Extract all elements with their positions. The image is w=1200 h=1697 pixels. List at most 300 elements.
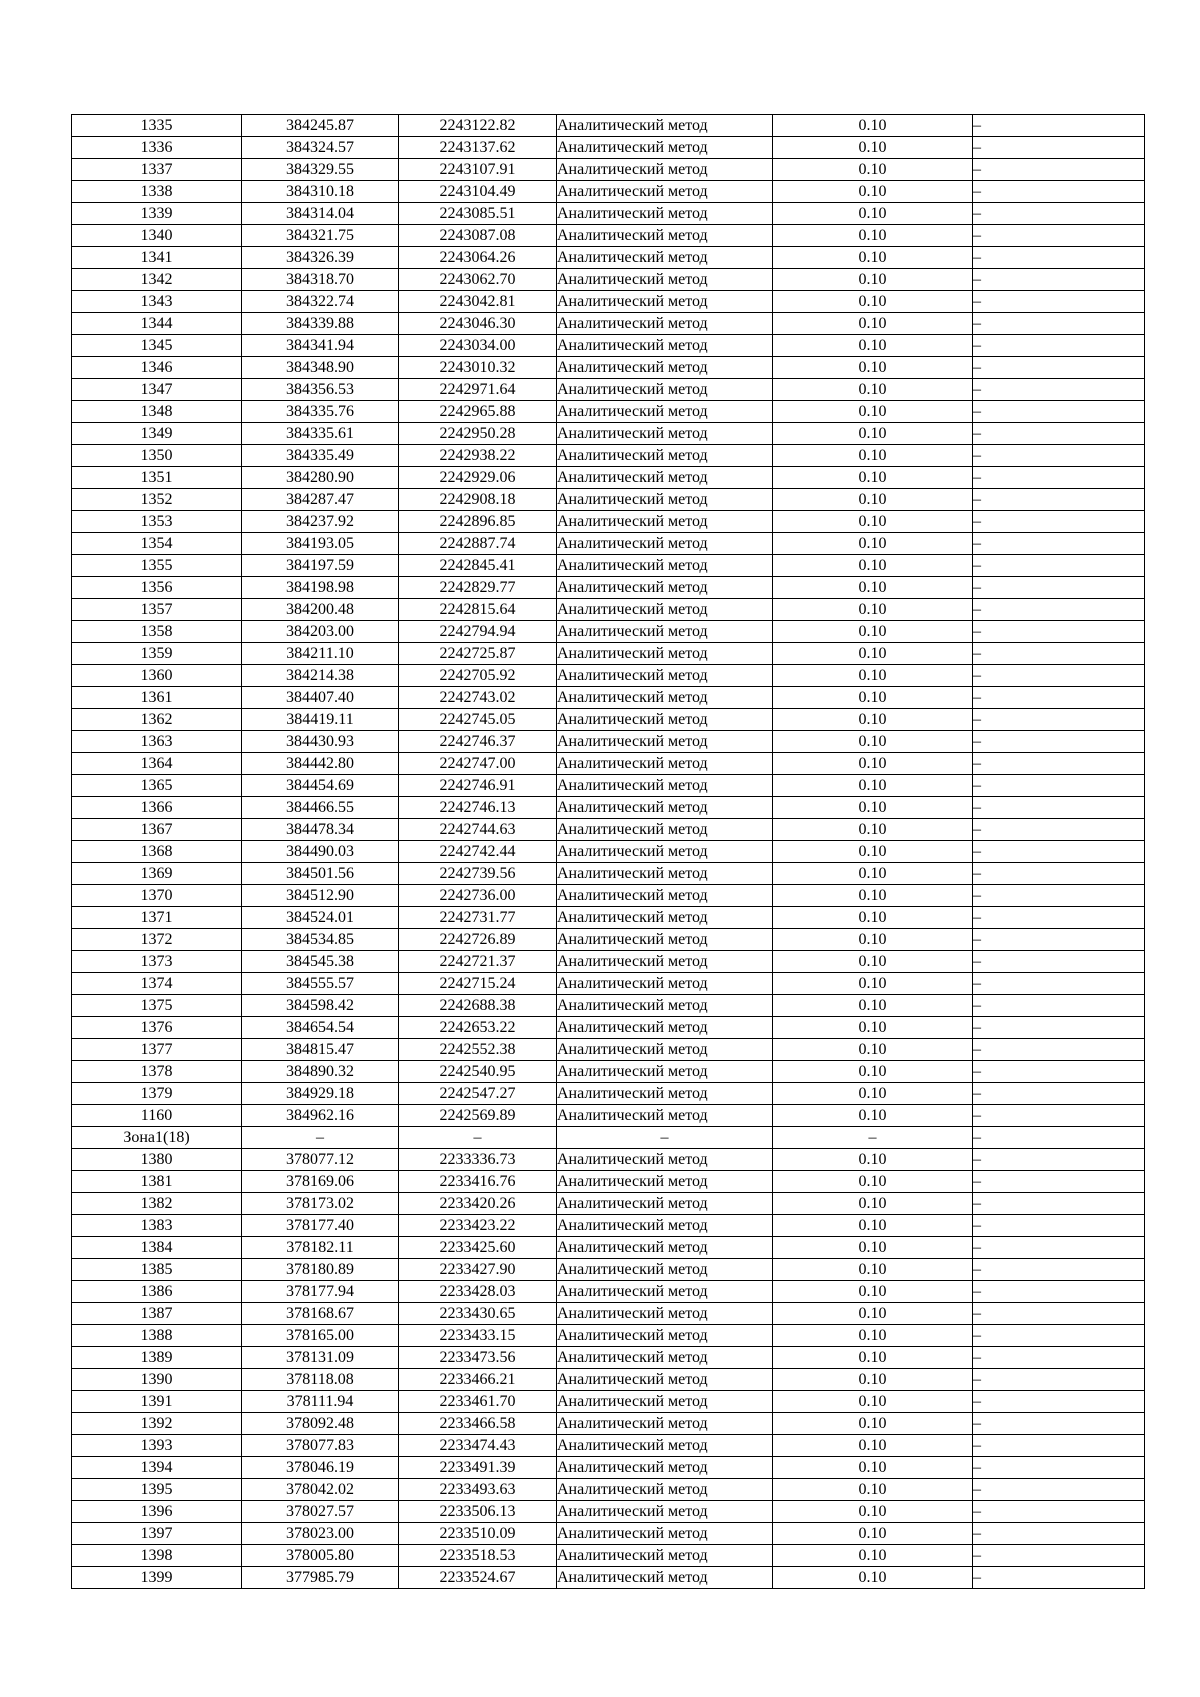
accuracy-cell: 0.10 [773,1347,973,1369]
description-cell: – [973,379,1145,401]
accuracy-cell: 0.10 [773,137,973,159]
point-number-cell: 1374 [72,973,242,995]
x-coordinate-cell: 384356.53 [242,379,399,401]
method-cell: Аналитический метод [557,775,773,797]
method-cell: Аналитический метод [557,1369,773,1391]
accuracy-cell: 0.10 [773,841,973,863]
table-row [72,1479,1145,1501]
point-number-cell: 1383 [72,1215,242,1237]
description-cell: – [973,1523,1145,1545]
description-cell: – [973,709,1145,731]
x-coordinate-cell: 384198.98 [242,577,399,599]
method-cell: Аналитический метод [557,863,773,885]
point-number-cell: 1375 [72,995,242,1017]
description-cell: – [973,1413,1145,1435]
description-cell: – [973,137,1145,159]
table-row [72,1347,1145,1369]
point-number-cell: 1376 [72,1017,242,1039]
x-coordinate-cell: 384211.10 [242,643,399,665]
accuracy-cell: 0.10 [773,1105,973,1127]
x-coordinate-cell: 384890.32 [242,1061,399,1083]
point-number-cell: 1363 [72,731,242,753]
accuracy-cell: 0.10 [773,577,973,599]
description-cell: – [973,401,1145,423]
y-coordinate-cell: 2243085.51 [399,203,557,225]
point-number-cell: 1345 [72,335,242,357]
accuracy-cell: 0.10 [773,1083,973,1105]
y-coordinate-cell: 2242887.74 [399,533,557,555]
y-coordinate-cell: 2242653.22 [399,1017,557,1039]
y-coordinate-cell: 2243087.08 [399,225,557,247]
method-cell: Аналитический метод [557,1567,773,1589]
description-cell: – [973,907,1145,929]
accuracy-cell: 0.10 [773,621,973,643]
table-row [72,621,1145,643]
x-coordinate-cell: 378027.57 [242,1501,399,1523]
point-number-cell: 1364 [72,753,242,775]
x-coordinate-cell: 378077.83 [242,1435,399,1457]
point-number-cell: 1160 [72,1105,242,1127]
y-coordinate-cell: 2243104.49 [399,181,557,203]
table-row [72,1105,1145,1127]
description-cell: – [973,1061,1145,1083]
point-number-cell: 1344 [72,313,242,335]
table-row [72,1391,1145,1413]
table-row [72,643,1145,665]
accuracy-cell: 0.10 [773,687,973,709]
point-number-cell: 1397 [72,1523,242,1545]
description-cell: – [973,269,1145,291]
y-coordinate-cell: 2242726.89 [399,929,557,951]
method-cell: Аналитический метод [557,181,773,203]
table-row [72,225,1145,247]
table-row [72,1017,1145,1039]
table-row [72,1237,1145,1259]
table-row [72,247,1145,269]
table-body [72,115,1145,1589]
description-cell: – [973,863,1145,885]
point-number-cell: 1394 [72,1457,242,1479]
accuracy-cell: 0.10 [773,973,973,995]
table-row [72,1259,1145,1281]
point-number-cell: 1367 [72,819,242,841]
method-cell: Аналитический метод [557,885,773,907]
accuracy-cell: 0.10 [773,643,973,665]
point-number-cell: 1389 [72,1347,242,1369]
point-number-cell: 1353 [72,511,242,533]
method-cell: Аналитический метод [557,423,773,445]
x-coordinate-cell: 384193.05 [242,533,399,555]
point-number-cell: 1352 [72,489,242,511]
table-row [72,1039,1145,1061]
y-coordinate-cell: 2242950.28 [399,423,557,445]
method-cell: Аналитический метод [557,1281,773,1303]
x-coordinate-cell: 384815.47 [242,1039,399,1061]
accuracy-cell: 0.10 [773,1391,973,1413]
x-coordinate-cell: 384335.76 [242,401,399,423]
y-coordinate-cell: 2233425.60 [399,1237,557,1259]
accuracy-cell: 0.10 [773,1457,973,1479]
x-coordinate-cell: 378169.06 [242,1171,399,1193]
point-number-cell: 1355 [72,555,242,577]
description-cell: – [973,1017,1145,1039]
accuracy-cell: 0.10 [773,885,973,907]
y-coordinate-cell: 2242746.91 [399,775,557,797]
description-cell: – [973,621,1145,643]
method-cell: Аналитический метод [557,555,773,577]
accuracy-cell: 0.10 [773,181,973,203]
method-cell: Аналитический метод [557,1303,773,1325]
table-row [72,577,1145,599]
y-coordinate-cell: 2243010.32 [399,357,557,379]
description-cell: – [973,1303,1145,1325]
method-cell: Аналитический метод [557,1017,773,1039]
x-coordinate-cell: 378042.02 [242,1479,399,1501]
y-coordinate-cell: 2242794.94 [399,621,557,643]
y-coordinate-cell: 2242908.18 [399,489,557,511]
description-cell: – [973,1149,1145,1171]
description-cell: – [973,1281,1145,1303]
method-cell: Аналитический метод [557,1061,773,1083]
y-coordinate-cell: 2233493.63 [399,1479,557,1501]
description-cell: – [973,1545,1145,1567]
accuracy-cell: 0.10 [773,1523,973,1545]
accuracy-cell: 0.10 [773,1435,973,1457]
x-coordinate-cell: 384524.01 [242,907,399,929]
accuracy-cell: 0.10 [773,1061,973,1083]
x-coordinate-cell: 378131.09 [242,1347,399,1369]
table-row [72,269,1145,291]
accuracy-cell: 0.10 [773,1149,973,1171]
point-number-cell: 1365 [72,775,242,797]
description-cell: – [973,533,1145,555]
point-number-cell: 1392 [72,1413,242,1435]
method-cell: Аналитический метод [557,137,773,159]
method-cell: Аналитический метод [557,973,773,995]
y-coordinate-cell: 2242815.64 [399,599,557,621]
table-row [72,1545,1145,1567]
point-number-cell: 1378 [72,1061,242,1083]
table-row [72,665,1145,687]
x-coordinate-cell: 384555.57 [242,973,399,995]
description-cell: – [973,159,1145,181]
y-coordinate-cell: 2242746.13 [399,797,557,819]
method-cell: Аналитический метод [557,225,773,247]
method-cell: Аналитический метод [557,313,773,335]
accuracy-cell: 0.10 [773,599,973,621]
x-coordinate-cell: – [242,1127,399,1149]
table-row [72,1061,1145,1083]
method-cell: Аналитический метод [557,599,773,621]
y-coordinate-cell: 2243062.70 [399,269,557,291]
method-cell: Аналитический метод [557,1545,773,1567]
point-number-cell: 1395 [72,1479,242,1501]
y-coordinate-cell: 2233466.21 [399,1369,557,1391]
description-cell: – [973,511,1145,533]
point-number-cell: 1398 [72,1545,242,1567]
method-cell: Аналитический метод [557,115,773,137]
description-cell: – [973,1457,1145,1479]
x-coordinate-cell: 378173.02 [242,1193,399,1215]
description-cell: – [973,1171,1145,1193]
point-number-cell: 1337 [72,159,242,181]
accuracy-cell: 0.10 [773,445,973,467]
y-coordinate-cell: 2233518.53 [399,1545,557,1567]
x-coordinate-cell: 384962.16 [242,1105,399,1127]
method-cell: Аналитический метод [557,1479,773,1501]
method-cell: Аналитический метод [557,1259,773,1281]
description-cell: – [973,335,1145,357]
x-coordinate-cell: 384341.94 [242,335,399,357]
description-cell: – [973,203,1145,225]
accuracy-cell: 0.10 [773,159,973,181]
table-row [72,1127,1145,1149]
point-number-cell: 1384 [72,1237,242,1259]
y-coordinate-cell: 2242739.56 [399,863,557,885]
y-coordinate-cell: 2242688.38 [399,995,557,1017]
x-coordinate-cell: 377985.79 [242,1567,399,1589]
description-cell: – [973,1259,1145,1281]
x-coordinate-cell: 378118.08 [242,1369,399,1391]
accuracy-cell: 0.10 [773,1171,973,1193]
table-row [72,555,1145,577]
method-cell: Аналитический метод [557,1193,773,1215]
point-number-cell: 1357 [72,599,242,621]
table-row [72,995,1145,1017]
x-coordinate-cell: 384419.11 [242,709,399,731]
table-row [72,511,1145,533]
point-number-cell: 1368 [72,841,242,863]
y-coordinate-cell: 2233473.56 [399,1347,557,1369]
method-cell: Аналитический метод [557,577,773,599]
table-row [72,775,1145,797]
accuracy-cell: 0.10 [773,1193,973,1215]
y-coordinate-cell: 2242965.88 [399,401,557,423]
table-row [72,1171,1145,1193]
point-number-cell: 1388 [72,1325,242,1347]
description-cell: – [973,225,1145,247]
y-coordinate-cell: 2242745.05 [399,709,557,731]
point-number-cell: 1356 [72,577,242,599]
x-coordinate-cell: 384442.80 [242,753,399,775]
accuracy-cell: 0.10 [773,555,973,577]
description-cell: – [973,1105,1145,1127]
method-cell: Аналитический метод [557,1347,773,1369]
y-coordinate-cell: 2233428.03 [399,1281,557,1303]
table-row [72,379,1145,401]
method-cell: Аналитический метод [557,907,773,929]
accuracy-cell: 0.10 [773,1303,973,1325]
x-coordinate-cell: 384280.90 [242,467,399,489]
y-coordinate-cell: 2233433.15 [399,1325,557,1347]
description-cell: – [973,973,1145,995]
point-number-cell: 1358 [72,621,242,643]
method-cell: Аналитический метод [557,467,773,489]
method-cell: Аналитический метод [557,401,773,423]
coordinates-table [71,114,1145,1589]
point-number-cell: 1361 [72,687,242,709]
point-number-cell: 1347 [72,379,242,401]
y-coordinate-cell: 2233491.39 [399,1457,557,1479]
description-cell: – [973,687,1145,709]
accuracy-cell: 0.10 [773,907,973,929]
table-row [72,885,1145,907]
accuracy-cell: 0.10 [773,489,973,511]
x-coordinate-cell: 384200.48 [242,599,399,621]
x-coordinate-cell: 384407.40 [242,687,399,709]
x-coordinate-cell: 384478.34 [242,819,399,841]
table-row [72,797,1145,819]
table-row [72,357,1145,379]
y-coordinate-cell: – [399,1127,557,1149]
accuracy-cell: 0.10 [773,1501,973,1523]
accuracy-cell: 0.10 [773,1281,973,1303]
accuracy-cell: 0.10 [773,1259,973,1281]
y-coordinate-cell: 2242929.06 [399,467,557,489]
y-coordinate-cell: 2243064.26 [399,247,557,269]
description-cell: – [973,445,1145,467]
description-cell: – [973,313,1145,335]
x-coordinate-cell: 384322.74 [242,291,399,313]
point-number-cell: 1338 [72,181,242,203]
table-row [72,467,1145,489]
point-number-cell: 1339 [72,203,242,225]
accuracy-cell: 0.10 [773,819,973,841]
description-cell: – [973,1193,1145,1215]
x-coordinate-cell: 378182.11 [242,1237,399,1259]
method-cell: Аналитический метод [557,291,773,313]
point-number-cell: 1348 [72,401,242,423]
x-coordinate-cell: 384490.03 [242,841,399,863]
x-coordinate-cell: 378177.40 [242,1215,399,1237]
description-cell: – [973,1501,1145,1523]
x-coordinate-cell: 384324.57 [242,137,399,159]
x-coordinate-cell: 378046.19 [242,1457,399,1479]
description-cell: – [973,1391,1145,1413]
accuracy-cell: 0.10 [773,775,973,797]
point-number-cell: 1366 [72,797,242,819]
table-row [72,1567,1145,1589]
method-cell: Аналитический метод [557,995,773,1017]
description-cell: – [973,1479,1145,1501]
description-cell: – [973,731,1145,753]
table-row [72,137,1145,159]
description-cell: – [973,577,1145,599]
accuracy-cell: 0.10 [773,225,973,247]
description-cell: – [973,181,1145,203]
point-number-cell: 1385 [72,1259,242,1281]
table-row [72,1193,1145,1215]
point-number-cell: 1382 [72,1193,242,1215]
y-coordinate-cell: 2243042.81 [399,291,557,313]
accuracy-cell: 0.10 [773,511,973,533]
table-row [72,115,1145,137]
method-cell: Аналитический метод [557,1391,773,1413]
table-row [72,159,1145,181]
x-coordinate-cell: 378180.89 [242,1259,399,1281]
accuracy-cell: 0.10 [773,357,973,379]
y-coordinate-cell: 2242746.37 [399,731,557,753]
accuracy-cell: 0.10 [773,1479,973,1501]
x-coordinate-cell: 384598.42 [242,995,399,1017]
point-number-cell: 1343 [72,291,242,313]
y-coordinate-cell: 2242971.64 [399,379,557,401]
table-row [72,951,1145,973]
y-coordinate-cell: 2233474.43 [399,1435,557,1457]
method-cell: Аналитический метод [557,731,773,753]
accuracy-cell: 0.10 [773,1237,973,1259]
point-number-cell: 1380 [72,1149,242,1171]
x-coordinate-cell: 378165.00 [242,1325,399,1347]
table-row [72,1083,1145,1105]
description-cell: – [973,1127,1145,1149]
x-coordinate-cell: 384287.47 [242,489,399,511]
x-coordinate-cell: 384339.88 [242,313,399,335]
y-coordinate-cell: 2243107.91 [399,159,557,181]
table-row [72,929,1145,951]
description-cell: – [973,555,1145,577]
description-cell: – [973,841,1145,863]
table-row [72,731,1145,753]
accuracy-cell: 0.10 [773,1545,973,1567]
table-row [72,709,1145,731]
method-cell: Аналитический метод [557,159,773,181]
x-coordinate-cell: 384430.93 [242,731,399,753]
description-cell: – [973,775,1145,797]
accuracy-cell: 0.10 [773,731,973,753]
description-cell: – [973,1039,1145,1061]
method-cell: Аналитический метод [557,445,773,467]
method-cell: Аналитический метод [557,1039,773,1061]
table-row [72,489,1145,511]
method-cell: Аналитический метод [557,247,773,269]
point-number-cell: 1377 [72,1039,242,1061]
point-number-cell: 1350 [72,445,242,467]
table-row [72,1413,1145,1435]
x-coordinate-cell: 378168.67 [242,1303,399,1325]
accuracy-cell: 0.10 [773,1413,973,1435]
y-coordinate-cell: 2233461.70 [399,1391,557,1413]
table-row [72,687,1145,709]
y-coordinate-cell: 2242747.00 [399,753,557,775]
method-cell: Аналитический метод [557,1171,773,1193]
x-coordinate-cell: 384310.18 [242,181,399,203]
method-cell: Аналитический метод [557,1237,773,1259]
accuracy-cell: 0.10 [773,929,973,951]
y-coordinate-cell: 2242744.63 [399,819,557,841]
accuracy-cell: 0.10 [773,995,973,1017]
method-cell: Аналитический метод [557,665,773,687]
y-coordinate-cell: 2242743.02 [399,687,557,709]
description-cell: – [973,753,1145,775]
method-cell: Аналитический метод [557,357,773,379]
method-cell: Аналитический метод [557,841,773,863]
method-cell: Аналитический метод [557,1435,773,1457]
x-coordinate-cell: 384929.18 [242,1083,399,1105]
method-cell: Аналитический метод [557,1413,773,1435]
method-cell: Аналитический метод [557,1523,773,1545]
point-number-cell: 1396 [72,1501,242,1523]
description-cell: – [973,797,1145,819]
accuracy-cell: 0.10 [773,709,973,731]
description-cell: – [973,1347,1145,1369]
y-coordinate-cell: 2233416.76 [399,1171,557,1193]
description-cell: – [973,951,1145,973]
y-coordinate-cell: 2243137.62 [399,137,557,159]
point-number-cell: 1381 [72,1171,242,1193]
table-row [72,907,1145,929]
accuracy-cell: 0.10 [773,203,973,225]
